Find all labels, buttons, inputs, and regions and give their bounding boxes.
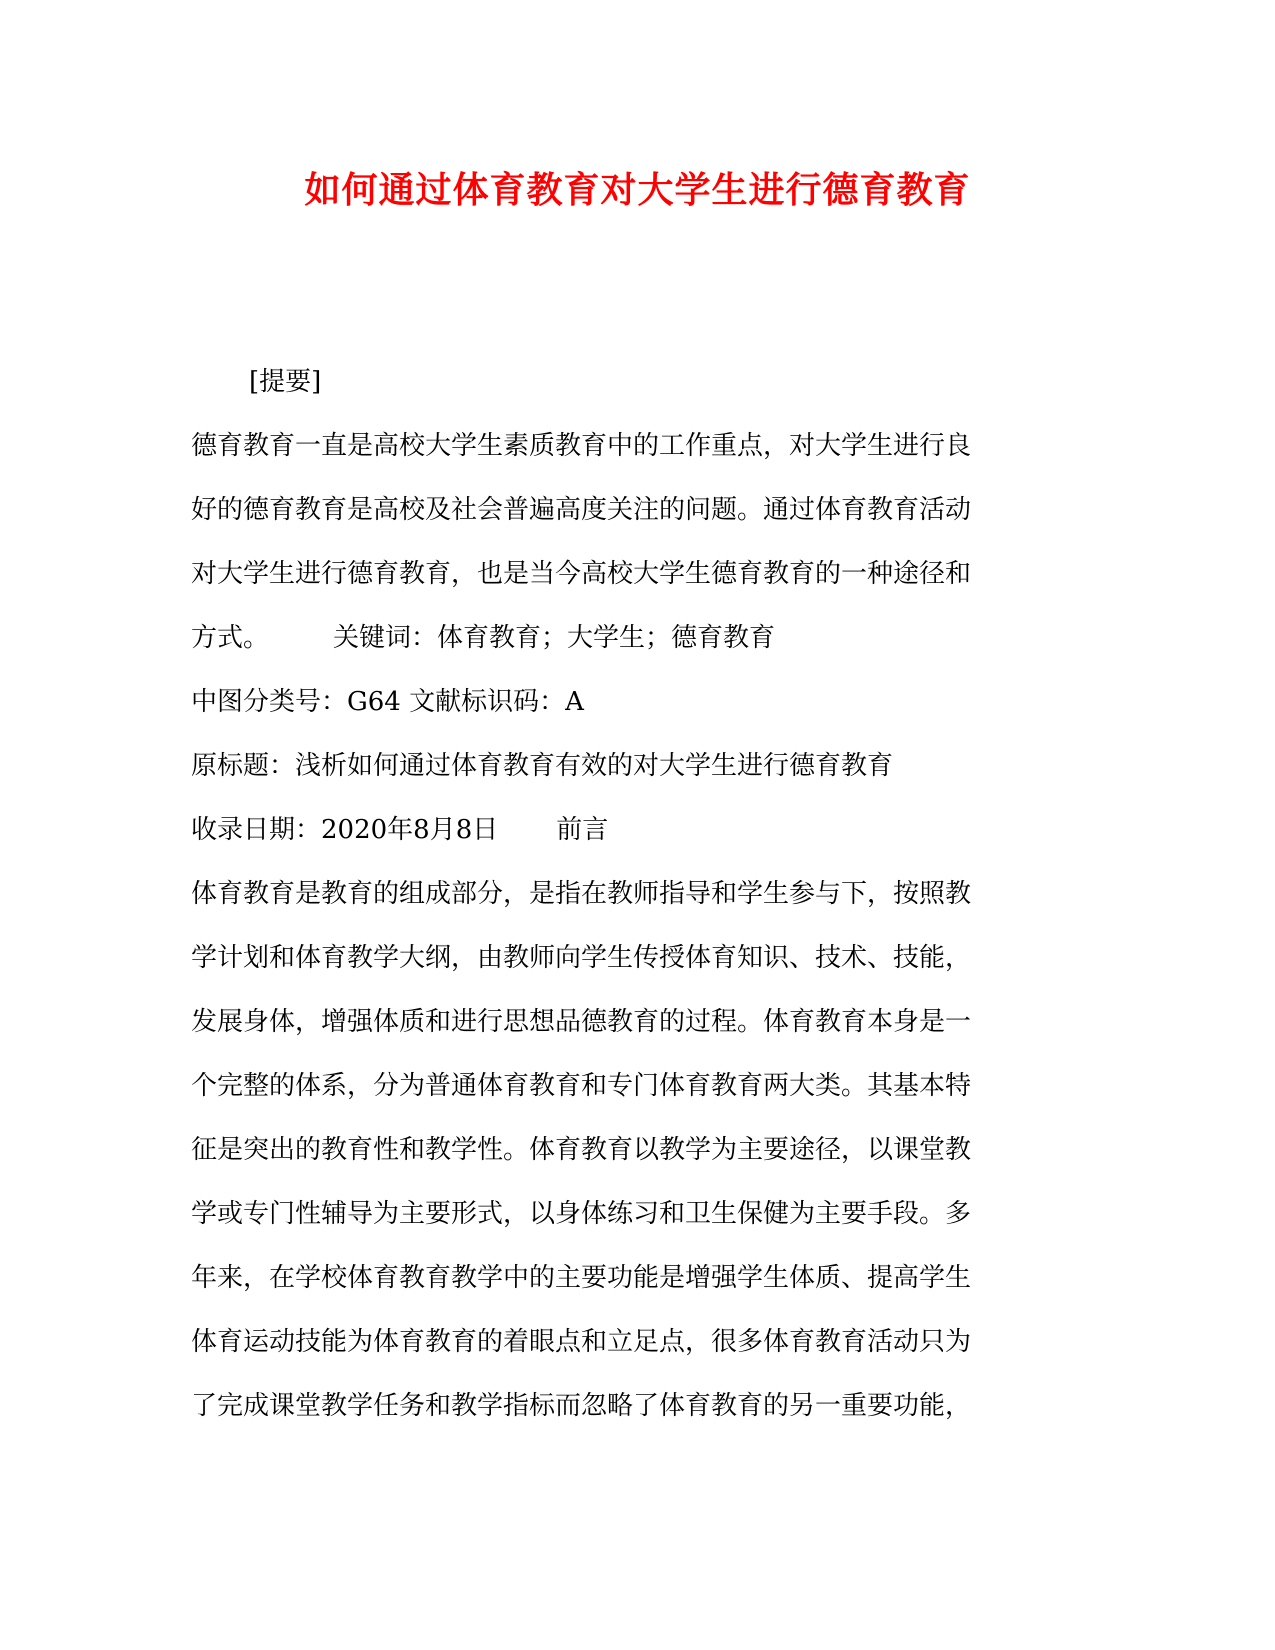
- abstract-line: 对大学生进行德育教育，也是当今高校大学生德育教育的一种途径和: [191, 559, 972, 589]
- keywords: 关键词：体育教育；大学生；德育教育: [333, 623, 776, 653]
- abstract-keywords-line: [191, 606, 1071, 670]
- date-preface-line: [191, 798, 1071, 862]
- body-line: 体育运动技能为体育教育的着眼点和立足点，很多体育教育活动只为: [191, 1327, 972, 1357]
- abstract-end: 方式。: [191, 623, 270, 653]
- document-title: 如何通过体育教育对大学生进行德育教育: [304, 169, 971, 211]
- preface-label: 前言: [556, 815, 609, 845]
- body-line: 年来，在学校体育教育教学中的主要功能是增强学生体质、提高学生: [191, 1263, 972, 1293]
- abstract-line: 好的德育教育是高校及社会普遍高度关注的问题。通过体育教育活动: [191, 495, 972, 525]
- body-line: 学计划和体育教学大纲，由教师向学生传授体育知识、技术、技能，: [191, 943, 972, 973]
- abstract-line: 德育教育一直是高校大学生素质教育中的工作重点，对大学生进行良: [191, 431, 972, 461]
- body-line: 发展身体，增强体质和进行思想品德教育的过程。体育教育本身是一: [191, 1007, 972, 1037]
- body-line: 学或专门性辅导为主要形式，以身体练习和卫生保健为主要手段。多: [191, 1199, 972, 1229]
- received-date: 收录日期：2020年8月8日: [191, 815, 499, 845]
- classification: 中图分类号：G64 文献标识码：A: [191, 687, 584, 717]
- original-title: 原标题：浅析如何通过体育教育有效的对大学生进行德育教育: [191, 751, 894, 781]
- body-line: 体育教育是教育的组成部分，是指在教师指导和学生参与下，按照教: [191, 879, 972, 909]
- abstract-label: [提要]: [249, 367, 322, 397]
- body-line: 了完成课堂教学任务和教学指标而忽略了体育教育的另一重要功能，: [191, 1391, 972, 1421]
- body-line: 征是突出的教育性和教学性。体育教育以教学为主要途径，以课堂教: [191, 1135, 972, 1165]
- document-body: [191, 350, 1071, 1438]
- body-line: 个完整的体系，分为普通体育教育和专门体育教育两大类。其基本特: [191, 1071, 972, 1101]
